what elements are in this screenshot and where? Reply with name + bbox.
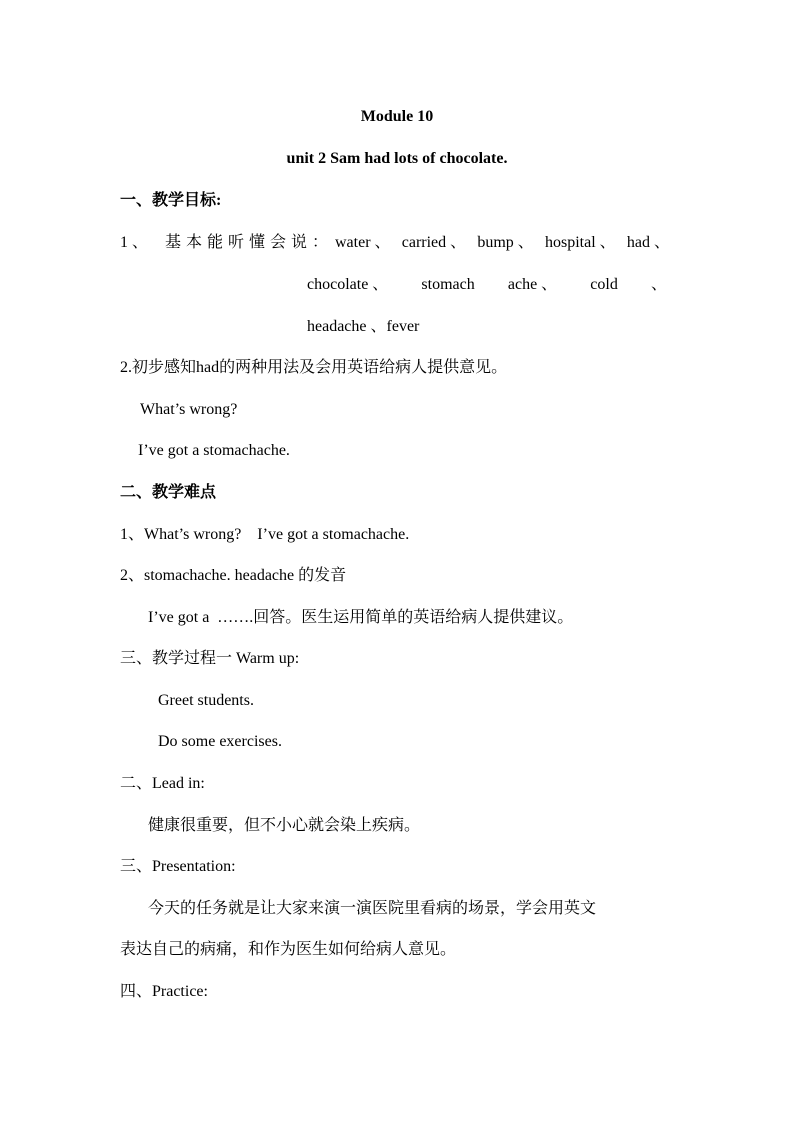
- leadin-heading: 二、Lead in:: [120, 775, 205, 792]
- vocab-row-1: [335, 233, 670, 253]
- presentation-heading: 三、Presentation:: [120, 858, 236, 875]
- vocab-word: ache 、: [507, 276, 558, 293]
- difficulty-1: 1、What’s wrong? I’ve got a stomachache.: [120, 526, 410, 543]
- objective-1-lead: 基本能听懂会说：: [165, 234, 334, 251]
- process-heading: 三、教学过程一 Warm up:: [120, 650, 300, 667]
- vocab-word: stomach: [421, 276, 475, 293]
- warmup-step-1: Greet students.: [158, 692, 254, 709]
- vocab-word: water 、: [335, 234, 391, 251]
- warmup-step-2: Do some exercises.: [158, 733, 282, 750]
- vocab-row-3: headache 、fever: [307, 318, 420, 335]
- difficulty-3: I’ve got a …….回答。医生运用简单的英语给病人提供建议。: [148, 609, 574, 626]
- vocab-word: cold: [590, 276, 618, 293]
- vocab-word: 、: [650, 276, 667, 293]
- page-subtitle: unit 2 Sam had lots of chocolate.: [286, 150, 508, 167]
- objective-1-number: 1 、: [120, 234, 149, 251]
- example-question: What’s wrong?: [140, 401, 238, 418]
- vocab-word: bump 、: [477, 234, 534, 251]
- vocab-word: carried 、: [401, 234, 467, 251]
- presentation-text-1: 今天的任务就是让大家来演一演医院里看病的场景，学会用英文: [148, 900, 597, 917]
- practice-heading: 四、Practice:: [120, 983, 208, 1000]
- vocab-word: hospital 、: [544, 234, 616, 251]
- objective-2: 2.初步感知had的两种用法及会用英语给病人提供意见。: [120, 359, 508, 376]
- example-answer: I’ve got a stomachache.: [138, 442, 290, 459]
- objectives-heading: 一、教学目标:: [120, 192, 222, 209]
- page-title: Module 10: [360, 108, 434, 125]
- vocab-word: had 、: [626, 234, 670, 251]
- presentation-text-2: 表达自己的病痛，和作为医生如何给病人意见。: [120, 941, 457, 958]
- leadin-text: 健康很重要，但不小心就会染上疾病。: [148, 817, 421, 834]
- difficulty-2: 2、stomachache. headache 的发音: [120, 567, 347, 584]
- vocab-word: chocolate 、: [307, 276, 389, 293]
- difficulties-heading: 二、教学难点: [120, 484, 217, 501]
- vocab-row-2: [307, 275, 667, 295]
